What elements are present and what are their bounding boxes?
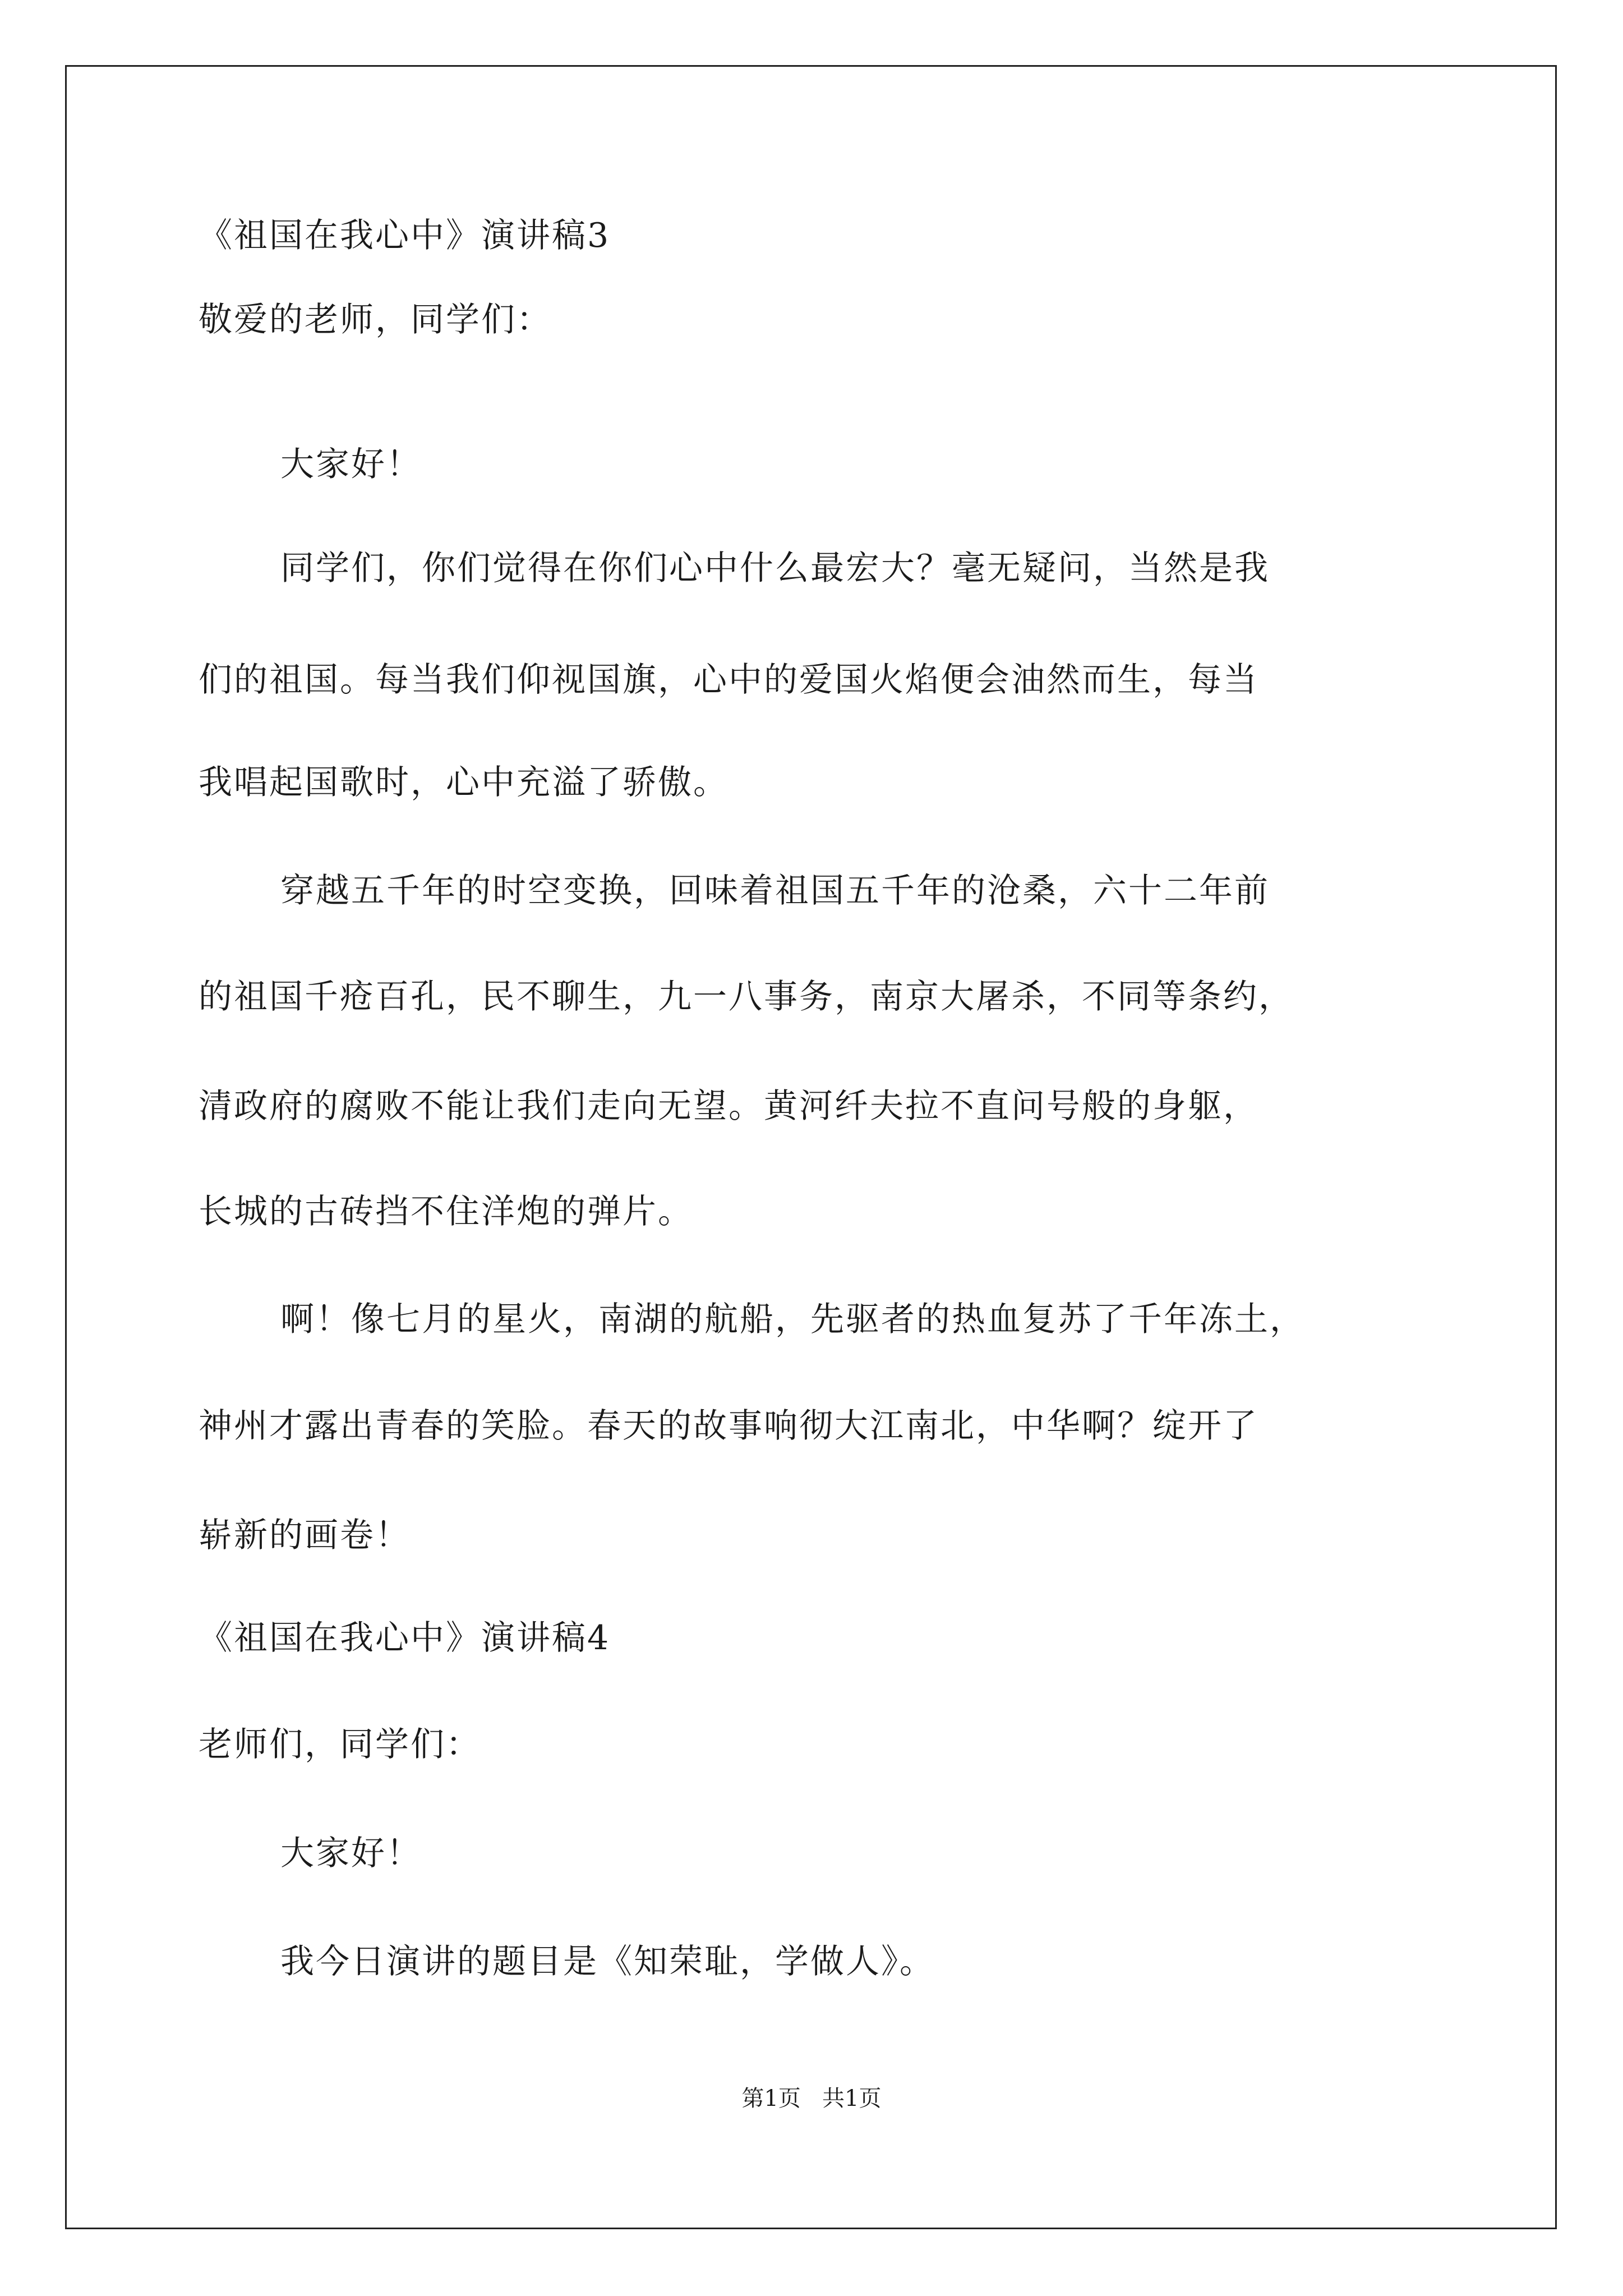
paragraph-line: 我唱起国歌时，心中充溢了骄傲。 [199,763,728,802]
paragraph-line: 神州才露出青春的笑脸。春天的故事响彻大江南北，中华啊？绽开了 [199,1406,1258,1446]
paragraph-line: 清政府的腐败不能让我们走向无望。黄河纤夫拉不直问号般的身躯， [199,1087,1258,1126]
paragraph-line: 穿越五千年的时空变换，回味着祖国五千年的沧桑，六十二年前 [280,871,1270,910]
paragraph-line: 我今日演讲的题目是《知荣耻，学做人》。 [280,1942,935,1981]
speech-title-4: 《祖国在我心中》演讲稿4 [199,1618,611,1658]
paragraph-line: 长城的古砖挡不住洋炮的弹片。 [199,1192,693,1231]
salutation: 老师们，同学们： [199,1725,481,1764]
paragraph-line: 们的祖国。每当我们仰视国旗，心中的爱国火焰便会油然而生，每当 [199,660,1258,700]
page-number: 第1页 共1页 [741,2086,882,2111]
paragraph-line: 的祖国千疮百孔，民不聊生，九一八事务，南京大屠杀，不同等条约， [199,977,1294,1016]
speech-title-3: 《祖国在我心中》演讲稿3 [199,216,611,255]
page-border [65,65,1557,2229]
greeting: 大家好！ [280,1834,422,1873]
paragraph-line: 啊！像七月的星火，南湖的航船，先驱者的热血复苏了千年冻土， [280,1300,1305,1339]
salutation: 敬爱的老师，同学们： [199,300,552,339]
paragraph-line: 同学们，你们觉得在你们心中什么最宏大？毫无疑问，当然是我 [280,549,1270,588]
paragraph-line: 崭新的画卷！ [199,1516,411,1555]
greeting: 大家好！ [280,445,422,484]
